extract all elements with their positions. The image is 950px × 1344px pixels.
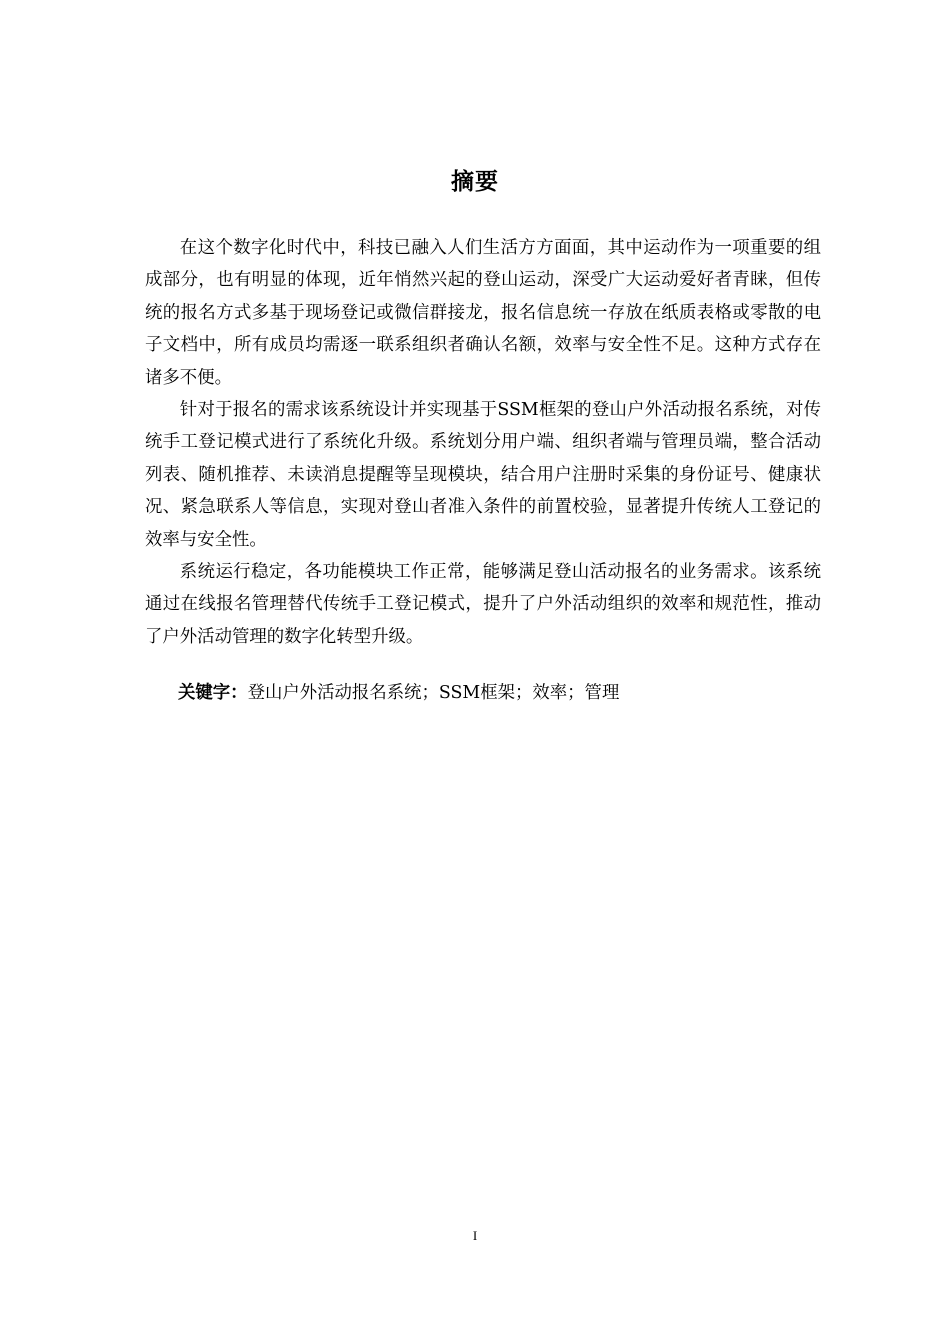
abstract-paragraph-1: 在这个数字化时代中，科技已融入人们生活方方面面，其中运动作为一项重要的组成部分，也有明显的体现，近年悄然兴起的登山运动，深受广大运动爱好者青睐，但传统的报名方式多基于现场登记或微信群接龙，报名信息统一存放在纸质表格或零散的电子文档中，所有成员均需逐一联系组织者确认名额，效率与安全性不足。这种方式存在诸多不便。 — [145, 238, 821, 388]
abstract-title: 摘要 — [451, 169, 499, 195]
abstract-paragraph-2: 针对于报名的需求该系统设计并实现基于SSM框架的登山户外活动报名系统，对传统手工登记模式进行了系统化升级。系统划分用户端、组织者端与管理员端，整合活动列表、随机推荐、未读消息提醒等呈现模块，结合用户注册时采集的身份证号、健康状况、紧急联系人等信息，实现对登山者准入条件的前置校验，显著提升传统人工登记的效率与安全性。 — [145, 400, 821, 550]
abstract-body — [145, 232, 821, 653]
page-number: I — [472, 1228, 478, 1243]
abstract-paragraph-3: 系统运行稳定，各功能模块工作正常，能够满足登山活动报名的业务需求。该系统通过在线报名管理替代传统手工登记模式，提升了户外活动组织的效率和规范性，推动了户外活动管理的数字化转型升级。 — [145, 562, 821, 647]
keywords-label: 关键字： — [178, 683, 248, 703]
keywords-text: 登山户外活动报名系统；SSM框架；效率；管理 — [247, 683, 620, 703]
keywords-line — [178, 678, 818, 708]
